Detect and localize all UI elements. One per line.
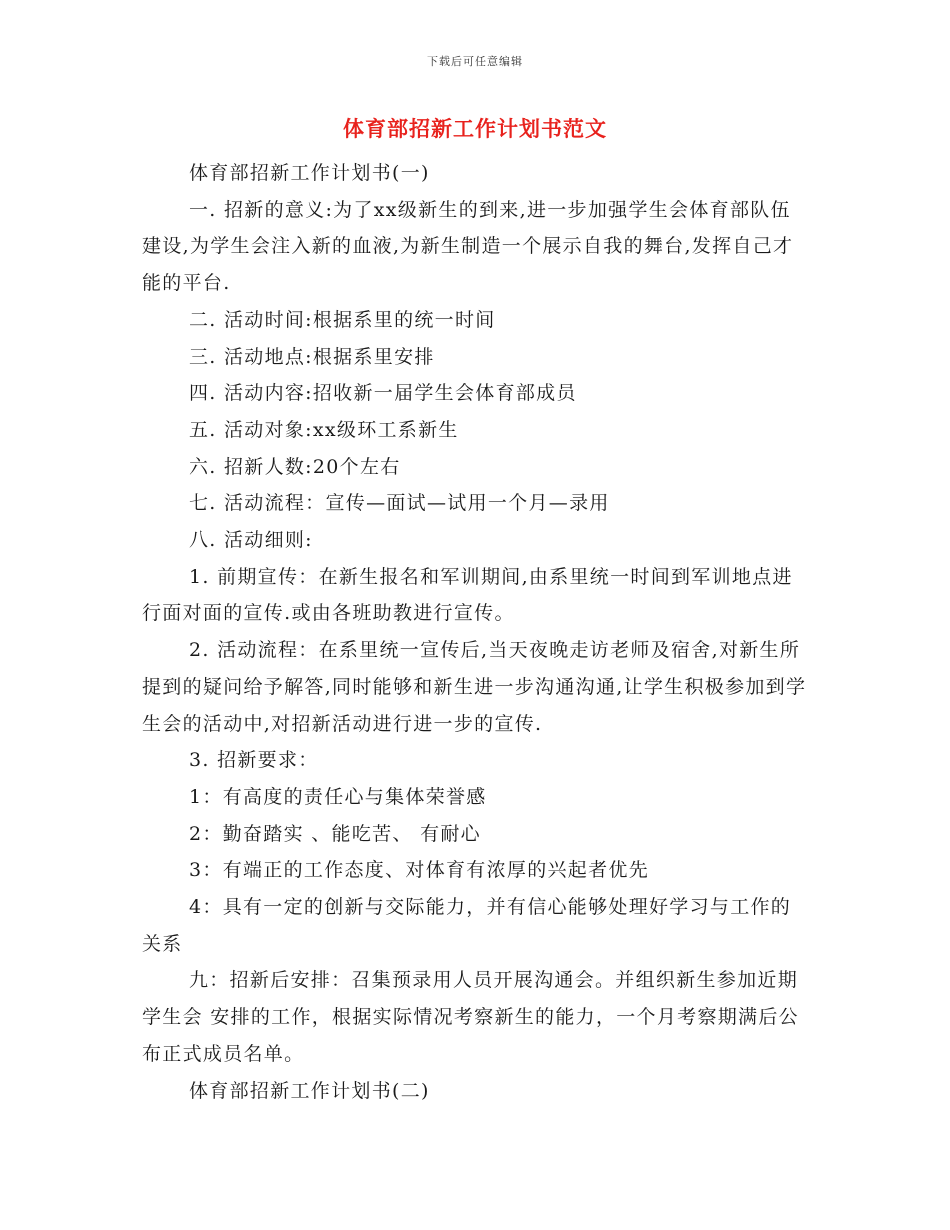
paragraph: 八. 活动细则: [189,529,313,552]
paragraph: 一. 招新的意义:为了xx级新生的到来,进一步加强学生会体育部队伍建设,为学生会注入新的血液,为新生制造一个展示自我的舞台,发挥自己才能的平台. [142,198,794,295]
header-note: 下载后可任意编辑 [427,55,523,68]
paragraph: 4：具有一定的创新与交际能力，并有信心能够处理好学习与工作的关系 [142,896,792,955]
section-heading: 体育部招新工作计划书(一) [189,162,430,184]
section-heading: 体育部招新工作计划书(二) [189,1079,430,1102]
paragraph: 七. 活动流程：宣传—面试—试用一个月—录用 [189,492,610,515]
document-body [142,155,810,1109]
paragraph: 1. 前期宣传：在新生报名和军训期间,由系里统一时间到军训地点进行面对面的宣传.或由各班助教进行宣传。 [142,565,793,625]
paragraph: 三. 活动地点:根据系里安排 [189,345,435,368]
paragraph: 五. 活动对象:xx级环工系新生 [189,418,459,441]
document-title: 体育部招新工作计划书范文 [343,116,607,141]
paragraph: 1：有高度的责任心与集体荣誉感 [189,785,487,808]
paragraph: 2. 活动流程：在系里统一宣传后,当天夜晚走访老师及宿舍,对新生所提到的疑问给予解答,同时能够和新生进一步沟通沟通,让学生积极参加到学生会的活动中,对招新活动进行进一步的宣传. [142,639,807,735]
paragraph: 二. 活动时间:根据系里的统一时间 [189,308,496,331]
paragraph: 九：招新后安排：召集预录用人员开展沟通会。并组织新生参加近期学生会 安排的工作，根据实际情况考察新生的能力，一个月考察期满后公布正式成员名单。 [142,969,799,1065]
paragraph: 四. 活动内容:招收新一届学生会体育部成员 [189,382,577,405]
paragraph: 六. 招新人数:20个左右 [189,455,401,478]
paragraph: 3：有端正的工作态度、对体育有浓厚的兴起者优先 [189,859,649,882]
paragraph: 2：勤奋踏实 、能吃苦、 有耐心 [189,822,481,845]
paragraph: 3. 招新要求： [189,749,319,772]
